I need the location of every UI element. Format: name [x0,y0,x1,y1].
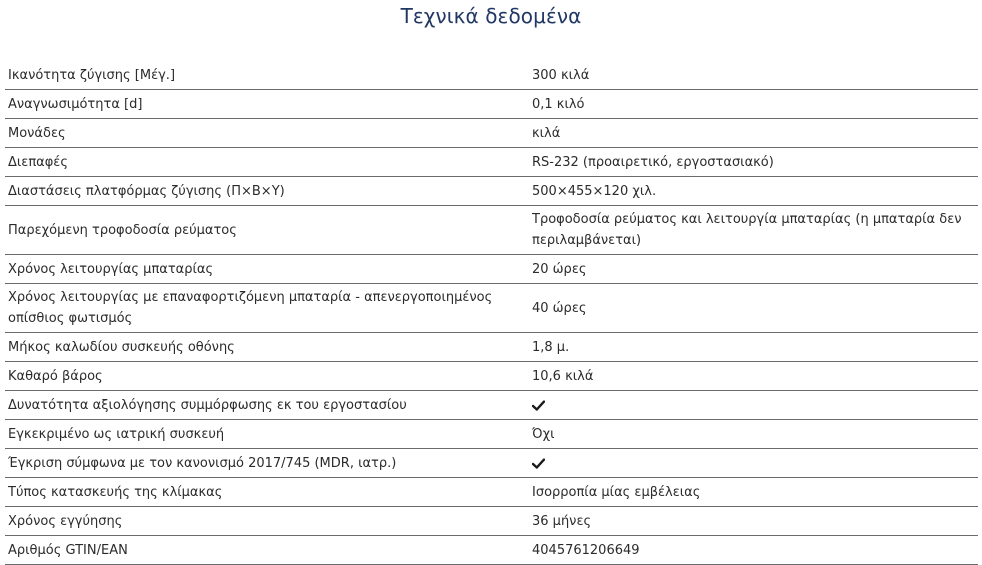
row-value-check [529,449,978,478]
checkmark-icon [532,458,545,469]
row-value: 4045761206649 [529,536,978,565]
table-row [5,177,978,206]
row-value: 500×455×120 χιλ. [529,177,978,206]
table-row [5,90,978,119]
row-value: Τροφοδοσία ρεύματος και λειτουργία μπαταρίας (η μπαταρία δεν περιλαμβάνεται) [529,206,978,255]
row-label: Χρόνος εγγύησης [5,507,529,536]
table-row [5,536,978,565]
table-row [5,362,978,391]
row-value: 40 ώρες [529,284,978,333]
row-value: Ισορροπία μίας εμβέλειας [529,478,978,507]
row-label: Δυνατότητα αξιολόγησης συμμόρφωσης εκ του εργοστασίου [5,391,529,420]
row-label: Διεπαφές [5,148,529,177]
row-label: Διαστάσεις πλατφόρμας ζύγισης (Π×Β×Υ) [5,177,529,206]
row-value: 20 ώρες [529,255,978,284]
table-row [5,148,978,177]
row-value: RS-232 (προαιρετικό, εργοστασιακό) [529,148,978,177]
row-label: Αριθμός GTIN/EAN [5,536,529,565]
row-label: Χρόνος λειτουργίας μπαταρίας [5,255,529,284]
table-row [5,333,978,362]
row-label: Εγκεκριμένο ως ιατρική συσκευή [5,420,529,449]
table-row [5,420,978,449]
table-row [5,119,978,148]
table-row [5,206,978,255]
row-label: Έγκριση σύμφωνα με τον κανονισμό 2017/745 (MDR, ιατρ.) [5,449,529,478]
table-row [5,284,978,333]
spec-table [5,61,978,565]
row-value: 0,1 κιλό [529,90,978,119]
row-value: 1,8 μ. [529,333,978,362]
row-label: Μήκος καλωδίου συσκευής οθόνης [5,333,529,362]
table-row [5,391,978,420]
row-value: κιλά [529,119,978,148]
row-value: Όχι [529,420,978,449]
row-value: 10,6 κιλά [529,362,978,391]
row-value-check [529,391,978,420]
row-label: Παρεχόμενη τροφοδοσία ρεύματος [5,206,529,255]
row-label: Καθαρό βάρος [5,362,529,391]
page-title: Τεχνικά δεδομένα [400,4,582,28]
row-label: Ικανότητα ζύγισης [Μέγ.] [5,61,529,90]
row-value: 36 μήνες [529,507,978,536]
checkmark-icon [532,400,545,411]
row-label: Τύπος κατασκευής της κλίμακας [5,478,529,507]
table-row [5,449,978,478]
row-label: Μονάδες [5,119,529,148]
table-row [5,255,978,284]
row-value: 300 κιλά [529,61,978,90]
row-label: Χρόνος λειτουργίας με επαναφορτιζόμενη μπαταρία - απενεργοποιημένος οπίσθιος φωτισμός [5,284,529,333]
table-row [5,61,978,90]
table-row [5,507,978,536]
row-label: Αναγνωσιμότητα [d] [5,90,529,119]
table-row [5,478,978,507]
